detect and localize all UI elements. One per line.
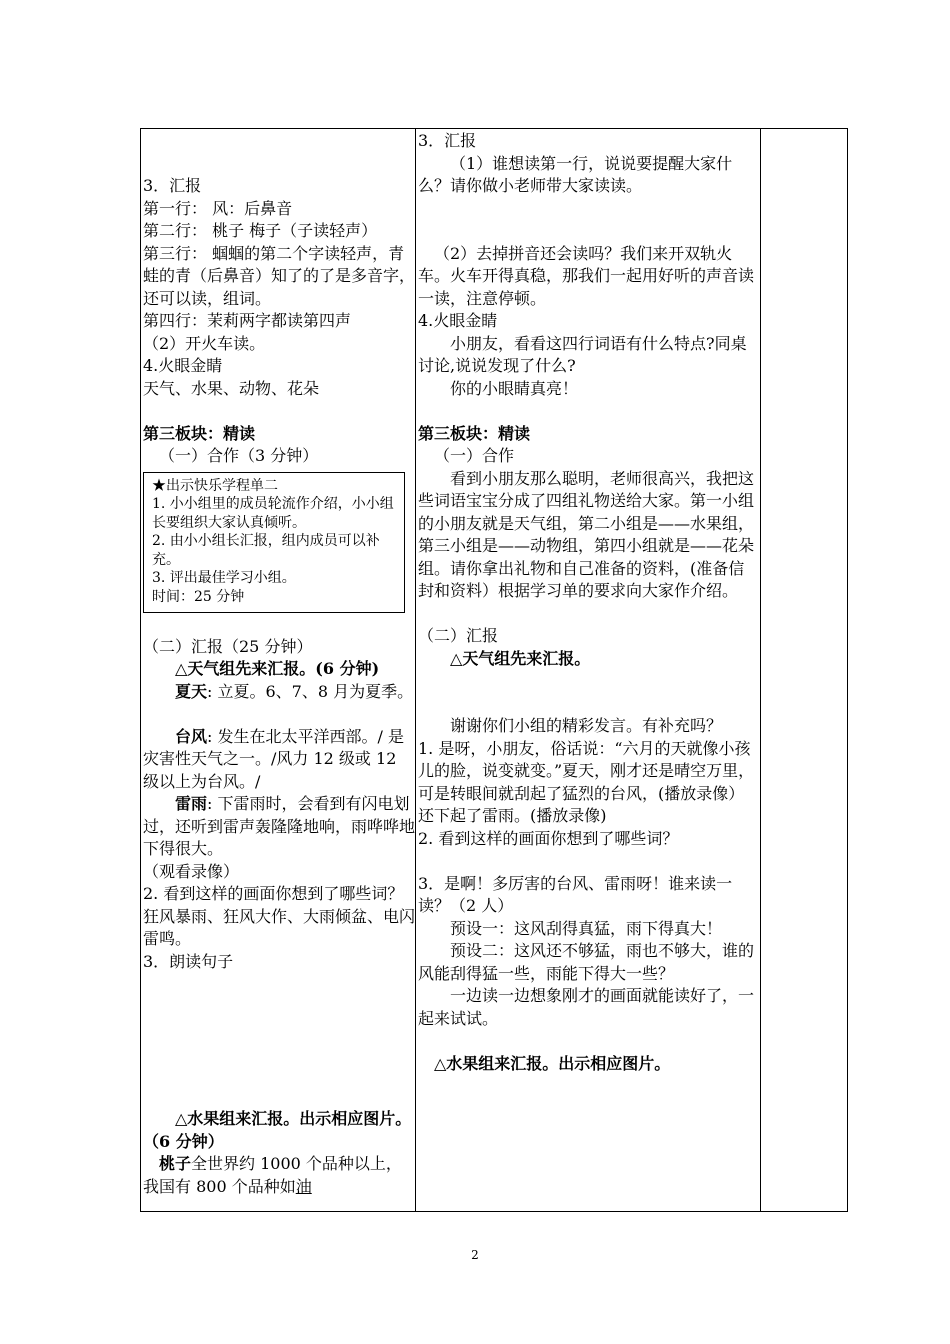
mid-report: （二）汇报 (418, 626, 499, 645)
left-cooperate: （一）合作（3 分钟） (159, 446, 319, 465)
mid-features: 小朋友，看看这四行词语有什么特点?同桌讨论,说说发现了什么? (418, 333, 747, 375)
mid-weather-head: △天气组先来汇报。 (450, 648, 591, 668)
middle-column (418, 130, 758, 1075)
column-divider-2 (760, 128, 761, 1212)
mid-read-together: 一边读一边想象刚才的画面就能读好了，一起来试试。 (418, 986, 755, 1028)
left-heading-report: 3．汇报 (143, 176, 202, 195)
left-question-2: 2. 看到这样的画面你想到了哪些词？狂风暴雨、狂风大作、大雨倾盆、电闪雷鸣。 (143, 884, 415, 948)
box-line-1: ★出示快乐学程单二 (152, 477, 278, 494)
summer-label: 夏天 (175, 681, 208, 701)
left-categories: 天气、水果、动物、花朵 (143, 378, 320, 398)
box-line-4: 3. 评出最佳学习小组。 (152, 570, 296, 586)
left-row-2: 第二行： 桃子 梅子（子读轻声） (143, 221, 378, 240)
typhoon-label: 台风 (175, 726, 208, 746)
left-thunder (143, 793, 415, 861)
left-watch-video: （观看录像） (143, 861, 240, 881)
mid-section-3: 第三板块：精读 (418, 423, 531, 443)
thunder-text: : 下雷雨时，会看到有闪电划过，还听到雷声轰隆隆地响，雨哗哗地下得很大。 (143, 794, 415, 858)
summer-text: : 立夏。6、7、8 月为夏季。 (207, 681, 414, 701)
thunder-label: 雷雨 (175, 794, 208, 813)
left-row-3: 第三行： 蝈蝈的第二个字读轻声，青蛙的青（后鼻音）知了的了是多音字，还可以读，组词。 (143, 243, 415, 308)
mid-groups: 看到小朋友那么聪明，老师很高兴，我把这些词语宝宝分成了四组礼物送给大家。第一小组的小朋友就是天气组，第二小组是——水果组，第三小组是——动物组，第四小组就是——花朵组。请你拿出礼物和自己准备的资料，(准备信封和资料）根据学习单的要求向大家作介绍。 (418, 468, 755, 600)
left-weather-head: △天气组先来汇报。(6 分钟) (175, 659, 380, 678)
mid-item-1: （1）谁想读第一行，说说要提醒大家什么？请你做小老师带大家读读。 (418, 153, 733, 195)
mid-preset-2: 预设二：这风还不够猛，雨也不够大，谁的风能刮得猛一些，雨能下得大一些？ (418, 941, 755, 983)
left-train-read: （2）开火车读。 (143, 333, 266, 353)
mid-praise: 你的小眼睛真亮！ (450, 378, 579, 398)
left-row-4: 第四行：茉莉两字都读第四声 (143, 311, 352, 330)
left-read-sentences: 3．朗读句子 (143, 951, 234, 971)
peach-label: 桃子 (159, 1154, 192, 1173)
mid-fruit-head: △水果组来汇报。出示相应图片。 (434, 1053, 671, 1073)
left-report: （二）汇报（25 分钟） (143, 636, 313, 656)
peach-text: 全世界约 1000 个品种以上，我国有 800 个品种如 (143, 1154, 402, 1196)
mid-heading-report: 3．汇报 (418, 131, 477, 150)
mid-cooperate: （一）合作 (434, 446, 515, 465)
learning-sheet-box (143, 472, 405, 614)
mid-thanks: 谢谢你们小组的精彩发言。有补充吗？ (450, 716, 723, 735)
page-number: 2 (471, 1248, 479, 1262)
mid-question-2: 2. 看到这样的画面你想到了哪些词？ (418, 828, 679, 848)
left-eagle-eye: 4.火眼金睛 (143, 356, 223, 375)
typhoon-text: : 发生在北太平洋西部。/ 是灾害性天气之一。/风力 12 级或 12 级以上为台风。/ (143, 726, 404, 791)
mid-item-2: （2）去掉拼音还会读吗？我们来开双轨火车。火车开得真稳，那我们一起用好听的声音读一读，注意停顿。 (418, 243, 755, 308)
mid-eagle-eye: 4.火眼金睛 (418, 311, 498, 330)
peach-underlined: 油 (295, 1176, 312, 1196)
left-summer (143, 681, 415, 704)
column-divider-1 (415, 128, 416, 1212)
left-peach (143, 1153, 415, 1198)
left-section-3: 第三板块：精读 (143, 423, 256, 443)
left-column (143, 130, 415, 1198)
box-line-5: 时间：25 分钟 (152, 588, 245, 605)
mid-preset-1: 预设一：这风刮得真猛，雨下得真大！ (450, 918, 723, 938)
mid-saying: 1. 是呀，小朋友，俗话说：“六月的天就像小孩儿的脸，说变就变。”夏天，刚才还是晴空万里，可是转眼间就刮起了猛烈的台风，(播放录像）还下起了雷雨。(播放录像) (418, 738, 755, 825)
left-row-1: 第一行： 风：后鼻音 (143, 198, 293, 218)
box-line-2: 1. 小小组里的成员轮流作介绍，小小组长要组织大家认真倾听。 (152, 496, 394, 531)
left-fruit-head: △水果组来汇报。出示相应图片。（6 分钟） (143, 1109, 412, 1151)
mid-question-3: 3．是啊！多厉害的台风、雷雨呀！谁来读一读？（2 人） (418, 873, 733, 915)
left-typhoon (143, 726, 415, 794)
box-line-3: 2. 由小小组长汇报，组内成员可以补充。 (152, 533, 380, 568)
